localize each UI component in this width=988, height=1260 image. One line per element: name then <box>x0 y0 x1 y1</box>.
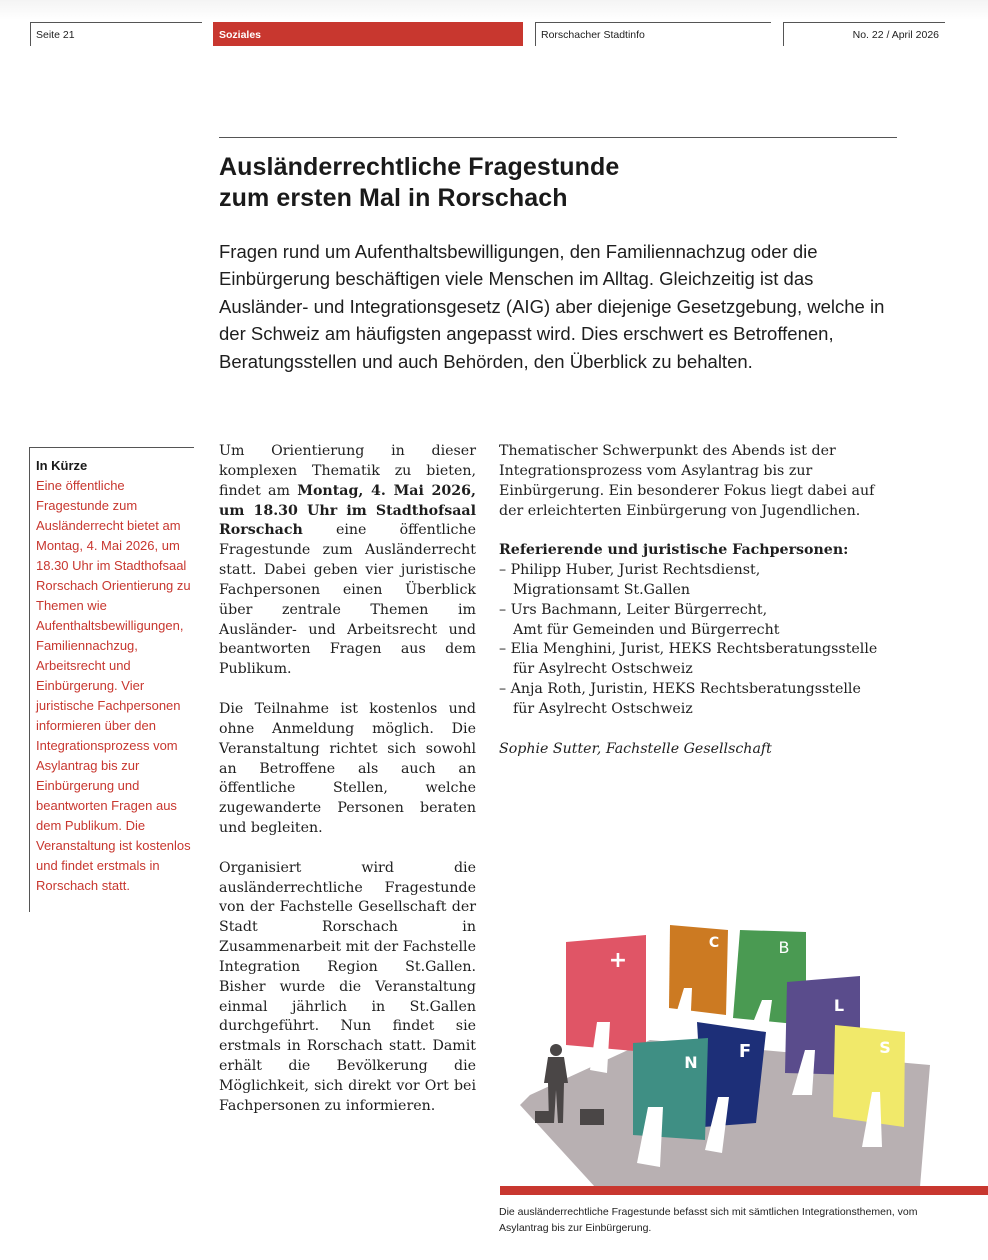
title-rule <box>219 137 897 138</box>
speaker-item <box>499 601 899 641</box>
header-publication: Rorschacher Stadtinfo <box>535 22 771 46</box>
door-red-label: + <box>608 948 628 973</box>
header-section: Soziales <box>213 22 523 46</box>
speaker-item <box>499 640 899 680</box>
speaker-org: Migrationsamt St.Gallen <box>513 581 691 598</box>
door-navy <box>697 1022 766 1127</box>
door-orange-label: C <box>708 935 720 951</box>
in-kuerze-box <box>29 447 194 912</box>
article-title <box>219 152 819 214</box>
door-green-label: B <box>778 938 790 957</box>
title-line-1: Ausländerrechtliche Fragestunde <box>219 153 620 181</box>
door-teal-label: N <box>684 1053 698 1072</box>
author-signature: Sophie Sutter, Fachstelle Gesellschaft <box>499 740 772 757</box>
illustration-doors <box>500 905 940 1187</box>
speakers-list <box>499 561 899 720</box>
body-column-2 <box>499 442 899 779</box>
speakers-title: Referierende und juristische Fachpersonen: <box>499 542 849 559</box>
paragraph-1 <box>219 442 476 680</box>
speaker-org: Amt für Gemeinden und Bürgerrecht <box>513 621 780 638</box>
speaker-name: – Anja Roth, Juristin, HEKS Rechtsberatungsstelle <box>499 681 861 698</box>
page-top-shade <box>0 0 988 20</box>
door-purple-label: L <box>833 996 845 1015</box>
paragraph-1-end: eine öffentliche Fragestunde zum Ausländerrecht statt. Dabei geben vier juristische Fachpersonen einen Überblick über zentrale Themen im Ausländer- und Arbeitsrecht und beantworten Fragen aus dem Publikum. <box>219 522 476 678</box>
caption-red-bar <box>500 1186 988 1195</box>
speaker-item <box>499 561 899 601</box>
door-navy-label: F <box>738 1041 752 1062</box>
in-kuerze-body: Eine öffentliche Fragestunde zum Ausländerrecht bietet am Montag, 4. Mai 2026, um 18.30 Uhr im Stadthofsaal Rorschach Orientierung zu Themen wie Aufenthaltsbewilligungen, Familiennachzug, Arbeitsrecht und Einbürgerung. Vier juristische Fachpersonen informieren über den Integrationsprozess vom Asylantrag bis zur Einbürgerung und beantworten Fragen aus dem Publikum. Die Veranstaltung ist kostenlos und findet erstmals in Rorschach statt. <box>36 478 191 893</box>
speaker-name: – Elia Menghini, Jurist, HEKS Rechtsberatungsstelle <box>499 641 878 658</box>
title-line-2: zum ersten Mal in Rorschach <box>219 184 568 212</box>
speaker-org: für Asylrecht Ostschweiz <box>513 661 693 678</box>
paragraph-4: Thematischer Schwerpunkt des Abends ist der Integrationsprozess vom Asylantrag bis zur Einbürgerung. Ein besonderer Fokus liegt dabei auf der erleichterten Einbürgerung von Jugendlichen. <box>499 443 875 519</box>
paragraph-3: Organisiert wird die ausländerrechtliche Fragestunde von der Fachstelle Gesellschaft der Stadt Rorschach in Zusammenarbeit mit der Fachstelle Integration Region St.Gallen. Bisher wurde die Veranstaltung einmal jährlich in St.Gallen durchgeführt. Nun findet sie erstmals in Rorschach statt. Damit erhält die Bevölkerung die Möglichkeit, sich direkt vor Ort bei Fachpersonen zu informieren. <box>219 859 476 1114</box>
speaker-org: für Asylrecht Ostschweiz <box>513 700 693 717</box>
article-lead: Fragen rund um Aufenthaltsbewilligungen, den Familiennachzug oder die Einbürgerung beschäftigen viele Menschen im Alltag. Gleichzeitig ist das Ausländer- und Integrationsgesetz (AIG) aber diejenige Gesetzgebung, welche in der Schweiz am häufigsten angepasst wird. Dies erschwert es Betroffenen, Beratungsstellen und auch Behörden, den Überblick zu behalten. <box>219 241 885 372</box>
header-issue: No. 22 / April 2026 <box>783 22 945 46</box>
door-orange <box>669 925 728 1015</box>
paragraph-2: Die Teilnahme ist kostenlos und ohne Anmeldung möglich. Die Veranstaltung richtet sich sowohl an Betroffene als auch an öffentliche Stellen, welche zugewanderte Personen beraten und begleiten. <box>219 700 476 837</box>
header-page-number: Seite 21 <box>30 22 202 46</box>
image-caption: Die ausländerrechtliche Fragestunde befasst sich mit sämtlichen Integrationsthemen, vom Asylantrag bis zur Einbürgerung. <box>499 1206 918 1234</box>
door-yellow-label: S <box>879 1038 891 1057</box>
event-date-location: Montag, 4. Mai 2026, um 18.30 Uhr im Stadthofsaal Rorschach <box>219 482 476 539</box>
body-column-1 <box>219 442 476 1137</box>
in-kuerze-title: In Kürze <box>36 458 88 473</box>
paragraph-1-start: Um Orientierung in dieser komplexen Thematik zu bieten, findet am <box>219 443 476 499</box>
speaker-name: – Urs Bachmann, Leiter Bürgerrecht, <box>499 601 768 618</box>
speaker-name: – Philipp Huber, Jurist Rechtsdienst, <box>499 562 761 579</box>
speaker-item <box>499 680 899 720</box>
